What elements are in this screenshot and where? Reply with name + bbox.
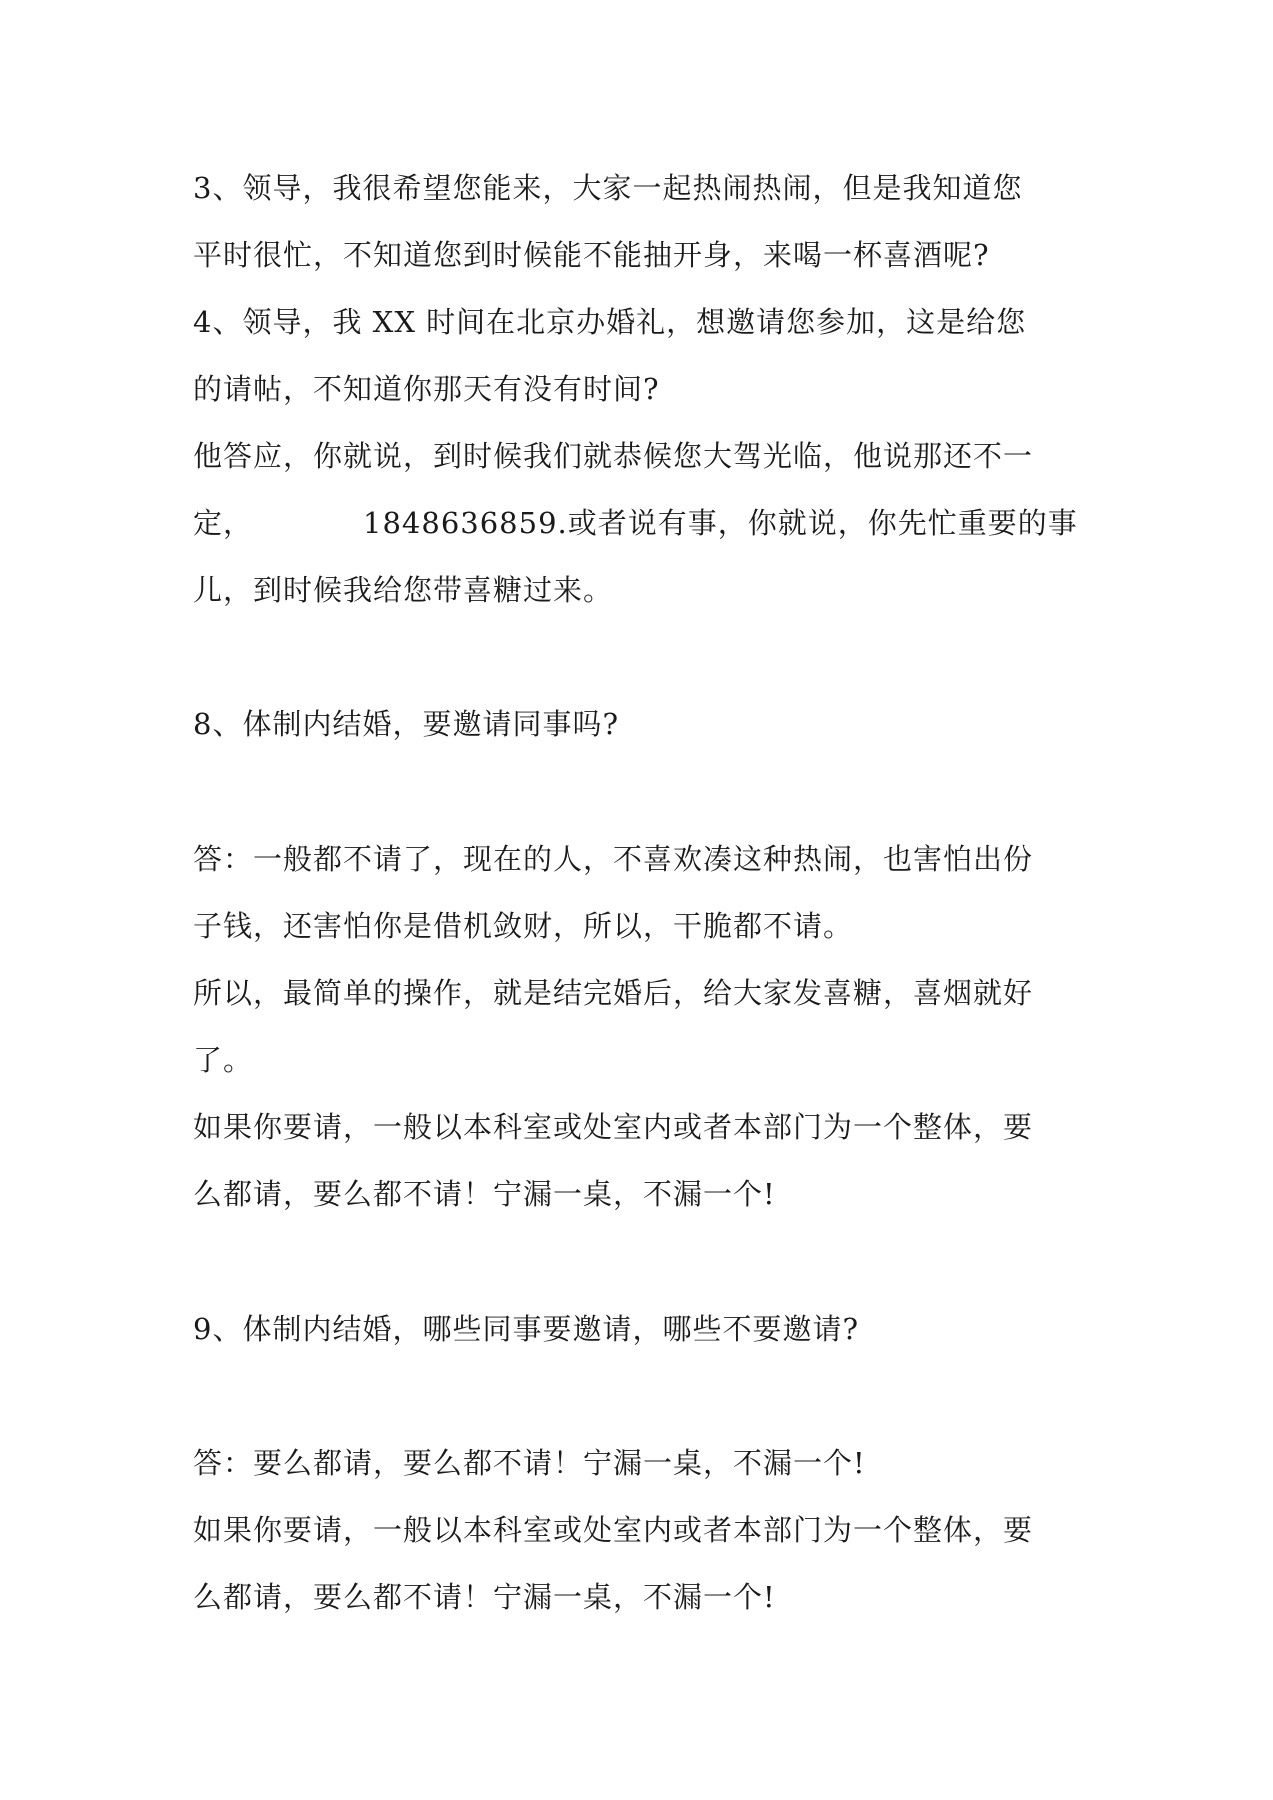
paragraph-line: 么都请，要么都不请！宁漏一桌，不漏一个! [193,1177,776,1211]
section-heading: 8、体制内结婚，要邀请同事吗? [193,707,619,741]
paragraph-line [193,501,1093,545]
paragraph-line: 如果你要请，一般以本科室或处室内或者本部门为一个整体，要 [193,1110,1034,1144]
paragraph-line: 3、领导，我很希望您能来，大家一起热闹热闹，但是我知道您 [193,171,1023,205]
paragraph-line: 平时很忙，不知道您到时候能不能抽开身，来喝一杯喜酒呢? [193,238,990,272]
phone-number-text: 1848636859.或者说有事，你就说，你先忙重要的事 [363,506,1078,540]
paragraph-line: 了。 [193,1043,254,1077]
paragraph-line: 答：要么都请，要么都不请！宁漏一桌，不漏一个! [193,1446,866,1480]
paragraph-line: 子钱，还害怕你是借机敛财，所以，干脆都不请。 [193,909,854,943]
line-start-text: 定， [193,506,254,540]
paragraph-line: 么都请，要么都不请！宁漏一桌，不漏一个! [193,1580,776,1614]
paragraph-line: 答：一般都不请了，现在的人，不喜欢凑这种热闹，也害怕出份 [193,842,1034,876]
paragraph-line: 他答应，你就说，到时候我们就恭候您大驾光临，他说那还不一 [193,439,1034,473]
paragraph-line: 所以，最简单的操作，就是结完婚后，给大家发喜糖，喜烟就好 [193,976,1034,1010]
paragraph-line: 4、领导，我 XX 时间在北京办婚礼，想邀请您参加，这是给您 [193,305,1027,339]
section-heading: 9、体制内结婚，哪些同事要邀请，哪些不要邀请? [193,1312,859,1346]
paragraph-line: 如果你要请，一般以本科室或处室内或者本部门为一个整体，要 [193,1513,1034,1547]
paragraph-line: 的请帖，不知道你那天有没有时间? [193,372,660,406]
paragraph-line: 儿，到时候我给您带喜糖过来。 [193,573,614,607]
